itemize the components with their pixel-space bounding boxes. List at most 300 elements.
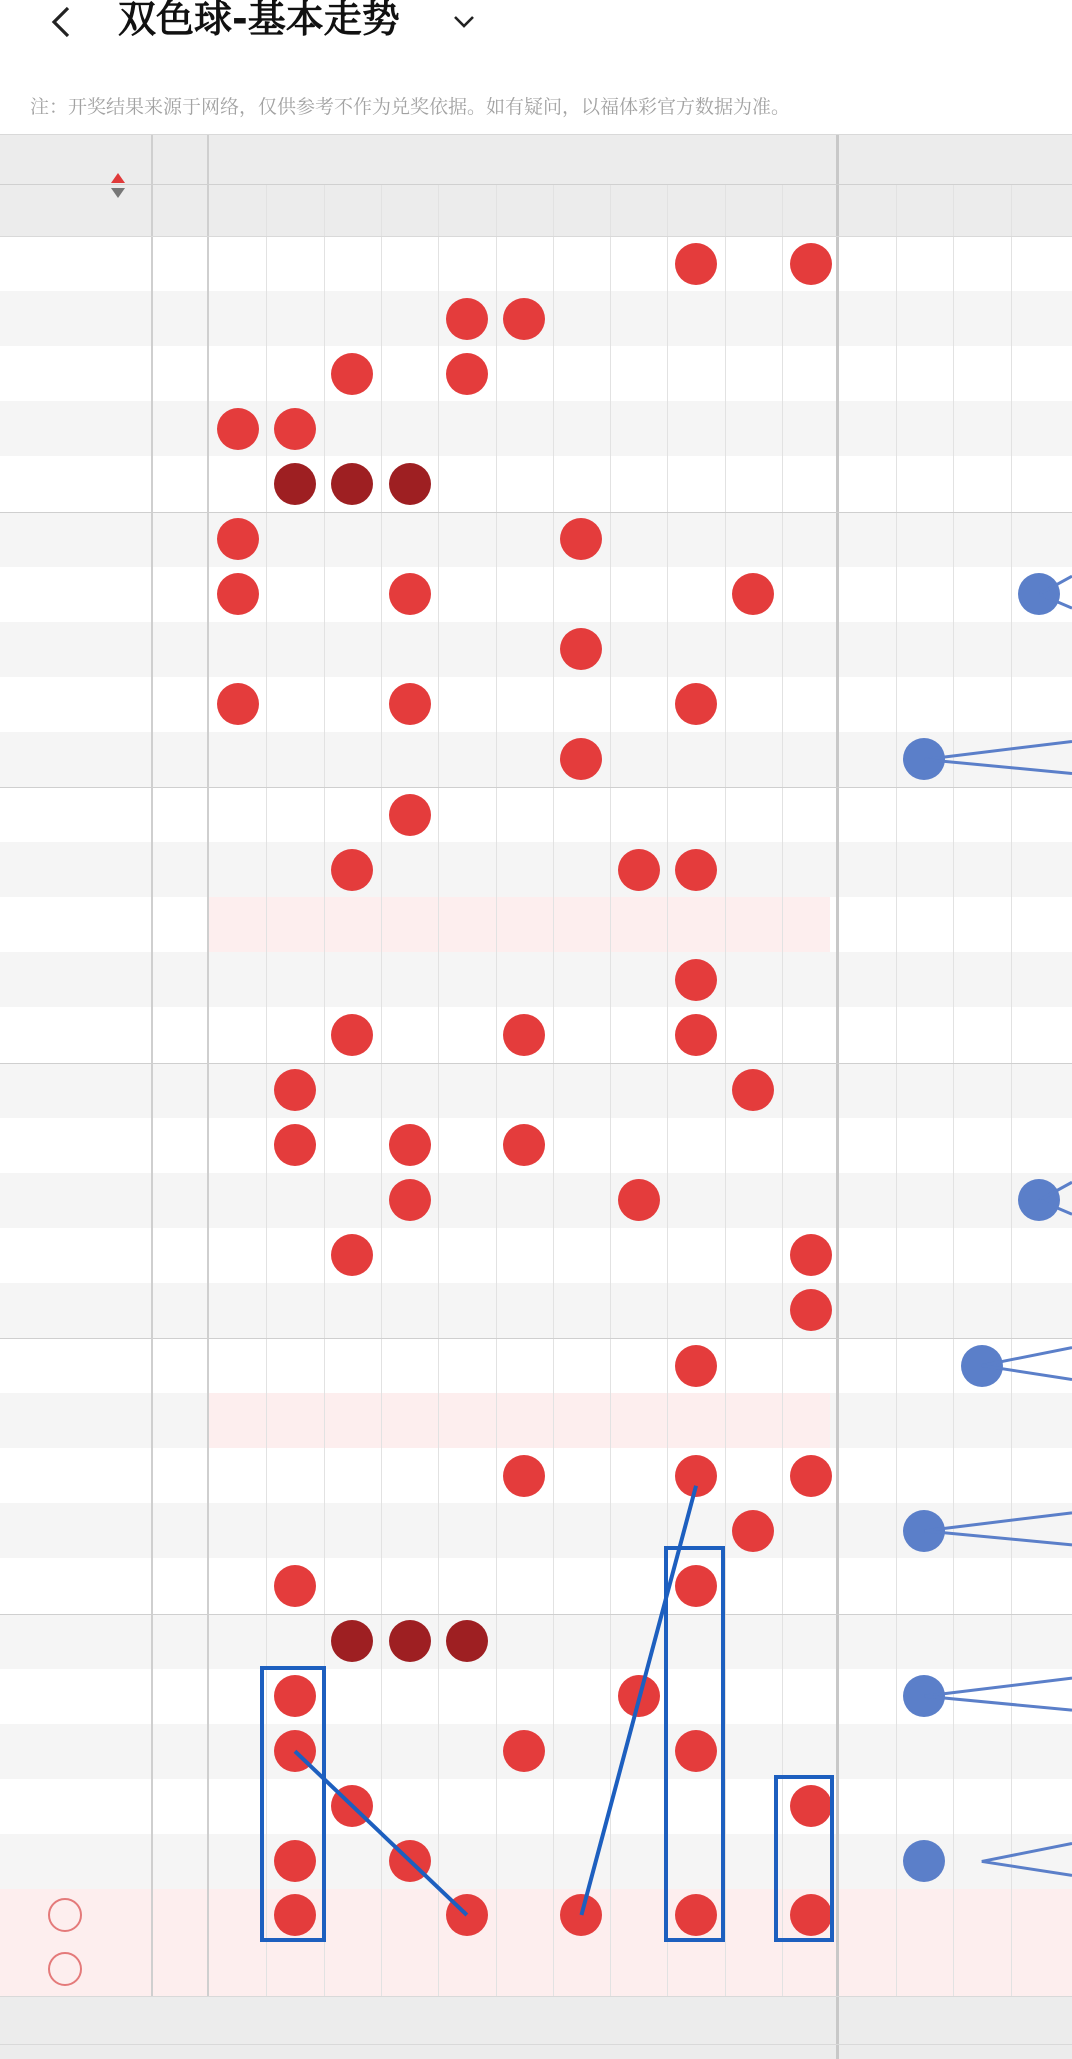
red-miss-count	[381, 842, 438, 897]
red-ball	[675, 243, 717, 285]
select-blue-number[interactable]	[1011, 1893, 1069, 1937]
select-blue-number[interactable]	[953, 1893, 1011, 1937]
red-miss-count	[782, 732, 839, 787]
blue-miss-count	[953, 677, 1011, 732]
issue-number	[18, 897, 128, 952]
red-ball	[217, 573, 259, 615]
blue-miss-count	[953, 1118, 1011, 1173]
red-miss-count	[610, 1007, 667, 1062]
red-miss-count	[725, 622, 782, 677]
red-miss-count	[553, 677, 610, 732]
weekday-number	[158, 1393, 198, 1448]
red-miss-count	[381, 236, 438, 291]
select-red-number[interactable]	[725, 1947, 782, 1991]
footer-week-label-2	[158, 2045, 198, 2059]
blue-miss-count	[1011, 677, 1069, 732]
blue-miss-count	[838, 346, 896, 401]
red-miss-count	[610, 1118, 667, 1173]
red-miss-count	[610, 1558, 667, 1613]
red-miss-count	[553, 236, 610, 291]
blue-miss-count	[838, 567, 896, 622]
red-miss-count	[209, 1724, 266, 1779]
red-ball	[331, 1014, 373, 1056]
red-miss-count	[324, 1283, 381, 1338]
select-red-number[interactable]	[381, 1893, 438, 1937]
blue-miss-count	[896, 1338, 954, 1393]
weekday-number	[158, 291, 198, 346]
red-column-header	[725, 187, 782, 231]
red-ball	[446, 298, 488, 340]
select-red-number[interactable]	[324, 1947, 381, 1991]
issue-number	[18, 1669, 128, 1724]
blue-miss-count	[896, 1228, 954, 1283]
blue-miss-count	[896, 291, 954, 346]
blue-miss-count	[1011, 456, 1069, 511]
red-miss-count	[725, 346, 782, 401]
red-miss-count	[266, 1173, 323, 1228]
red-ball	[675, 849, 717, 891]
red-miss-count	[324, 1118, 381, 1173]
blue-miss-count	[1011, 1118, 1069, 1173]
blue-miss-count	[896, 1448, 954, 1503]
blue-miss-count	[838, 236, 896, 291]
blue-miss-count	[1011, 1283, 1069, 1338]
red-column-header	[209, 187, 266, 231]
sort-icon[interactable]	[110, 171, 126, 201]
blue-miss-count	[1011, 622, 1069, 677]
blue-miss-count	[953, 732, 1011, 787]
red-ball	[274, 1069, 316, 1111]
red-miss-count	[610, 897, 667, 952]
back-arrow-icon[interactable]	[44, 2, 84, 42]
red-miss-count	[725, 787, 782, 842]
red-miss-count	[266, 1614, 323, 1669]
issue-number	[18, 1283, 128, 1338]
red-column-header	[438, 187, 495, 231]
issue-number	[18, 1393, 128, 1448]
red-miss-count	[266, 787, 323, 842]
blue-miss-count	[838, 1228, 896, 1283]
red-miss-count	[553, 1724, 610, 1779]
red-miss-count	[381, 401, 438, 456]
select-label	[88, 1947, 168, 1991]
red-column-header	[610, 187, 667, 231]
select-blue-number[interactable]	[896, 1893, 954, 1937]
red-miss-count	[209, 1063, 266, 1118]
blue-miss-count	[896, 787, 954, 842]
red-miss-count	[266, 1007, 323, 1062]
red-miss-count	[667, 1393, 724, 1448]
select-red-number[interactable]	[209, 1893, 266, 1937]
group-line	[0, 787, 1072, 788]
blue-miss-count	[953, 1173, 1011, 1228]
red-miss-count	[381, 952, 438, 1007]
red-miss-count	[266, 1283, 323, 1338]
red-miss-count	[610, 1338, 667, 1393]
red-ball	[217, 408, 259, 450]
red-miss-count	[209, 1614, 266, 1669]
red-miss-count	[209, 732, 266, 787]
issue-number	[18, 236, 128, 291]
selected-red-ball[interactable]	[790, 1894, 832, 1936]
blue-miss-count	[1011, 1448, 1069, 1503]
red-miss-count	[553, 1118, 610, 1173]
red-miss-count	[324, 1503, 381, 1558]
blue-miss-count	[896, 236, 954, 291]
red-ball	[790, 243, 832, 285]
blue-ball	[903, 1675, 945, 1717]
select-red-number[interactable]	[438, 1947, 495, 1991]
red-miss-count	[438, 677, 495, 732]
page-title: 双色球-基本走势	[118, 0, 400, 41]
blue-miss-count	[1011, 897, 1069, 952]
header-top-line	[0, 134, 1072, 135]
weekday-number	[158, 1283, 198, 1338]
select-blue-number[interactable]	[1011, 1947, 1069, 1991]
blue-miss-count	[953, 236, 1011, 291]
red-miss-count	[553, 1338, 610, 1393]
red-ball	[790, 1785, 832, 1827]
select-blue-number[interactable]	[838, 1893, 896, 1937]
red-miss-count	[324, 1834, 381, 1889]
red-ball	[675, 1345, 717, 1387]
red-miss-count	[324, 401, 381, 456]
red-miss-count	[782, 1503, 839, 1558]
red-miss-count	[667, 1779, 724, 1834]
red-miss-count	[381, 1063, 438, 1118]
red-col-line	[725, 184, 726, 1996]
red-miss-count	[553, 1007, 610, 1062]
blue-miss-count	[838, 1173, 896, 1228]
weekday-number	[158, 952, 198, 1007]
red-miss-count	[209, 1338, 266, 1393]
select-red-number[interactable]	[324, 1893, 381, 1937]
red-miss-count	[725, 1558, 782, 1613]
blue-miss-count	[838, 1779, 896, 1834]
red-miss-count	[553, 567, 610, 622]
red-miss-count	[209, 1503, 266, 1558]
blue-miss-count	[953, 842, 1011, 897]
red-miss-count	[610, 787, 667, 842]
blue-miss-count	[838, 1669, 896, 1724]
issue-number	[18, 1118, 128, 1173]
blue-miss-count	[838, 897, 896, 952]
issue-number	[18, 456, 128, 511]
blue-miss-count	[896, 456, 954, 511]
red-ball	[217, 518, 259, 560]
red-miss-count	[610, 291, 667, 346]
red-ball	[389, 1124, 431, 1166]
red-ball	[675, 959, 717, 1001]
blue-miss-count	[953, 456, 1011, 511]
select-blue-number[interactable]	[896, 1947, 954, 1991]
red-miss-count	[438, 1669, 495, 1724]
select-label	[88, 1893, 168, 1937]
red-miss-count	[725, 952, 782, 1007]
red-column-header	[782, 187, 839, 231]
red-miss-count	[209, 787, 266, 842]
red-miss-count	[496, 787, 553, 842]
red-miss-count	[496, 1283, 553, 1338]
red-miss-count	[725, 842, 782, 897]
select-blue-number[interactable]	[838, 1947, 896, 1991]
weekday-number	[158, 401, 198, 456]
red-miss-count	[782, 842, 839, 897]
red-miss-count	[782, 787, 839, 842]
red-miss-count	[381, 291, 438, 346]
red-ball	[503, 1455, 545, 1497]
footer-week-label-1	[158, 2000, 198, 2040]
selected-red-ball[interactable]	[446, 1894, 488, 1936]
blue-miss-count	[838, 677, 896, 732]
blue-miss-count	[953, 897, 1011, 952]
red-miss-count	[438, 1724, 495, 1779]
blue-miss-count	[953, 787, 1011, 842]
red-miss-count	[553, 1779, 610, 1834]
blue-miss-count	[953, 1228, 1011, 1283]
weekday-number	[158, 622, 198, 677]
select-red-number[interactable]	[209, 1947, 266, 1991]
red-miss-count	[610, 1448, 667, 1503]
red-miss-count	[381, 1724, 438, 1779]
chevron-down-icon[interactable]	[450, 8, 478, 36]
red-miss-count	[725, 1669, 782, 1724]
red-miss-count	[496, 1393, 553, 1448]
blue-miss-count	[953, 1393, 1011, 1448]
weekday-number	[158, 1669, 198, 1724]
red-miss-count	[553, 1393, 610, 1448]
select-red-number[interactable]	[610, 1893, 667, 1937]
red-miss-count	[610, 732, 667, 787]
red-ball	[503, 298, 545, 340]
red-miss-count	[438, 1283, 495, 1338]
red-miss-count	[667, 512, 724, 567]
select-red-number[interactable]	[266, 1947, 323, 1991]
red-miss-count	[438, 401, 495, 456]
blue-miss-count	[838, 1503, 896, 1558]
blue-miss-count	[1011, 787, 1069, 842]
red-miss-count	[496, 952, 553, 1007]
red-miss-count	[496, 567, 553, 622]
red-miss-count	[725, 1834, 782, 1889]
red-miss-count	[381, 1338, 438, 1393]
issue-number	[18, 1724, 128, 1779]
blue-miss-count	[838, 732, 896, 787]
red-miss-count	[725, 1007, 782, 1062]
blue-miss-count	[838, 1338, 896, 1393]
weekday-number	[158, 1503, 198, 1558]
red-miss-count	[438, 1834, 495, 1889]
red-miss-count	[438, 1118, 495, 1173]
weekday-number	[158, 567, 198, 622]
red-miss-count	[553, 1834, 610, 1889]
group-line	[0, 1338, 1072, 1339]
blue-miss-count	[1011, 1614, 1069, 1669]
red-miss-count	[209, 842, 266, 897]
red-miss-count	[324, 952, 381, 1007]
blue-column-header	[895, 187, 953, 231]
select-red-number[interactable]	[381, 1947, 438, 1991]
blue-miss-count	[838, 456, 896, 511]
weekday-number	[158, 1834, 198, 1889]
issue-number	[18, 1779, 128, 1834]
blue-miss-count	[1011, 1724, 1069, 1779]
blue-miss-count	[838, 1724, 896, 1779]
selected-red-ball[interactable]	[675, 1894, 717, 1936]
red-miss-count	[209, 1283, 266, 1338]
blue-miss-count	[953, 1503, 1011, 1558]
issue-number	[18, 401, 128, 456]
red-ball	[790, 1234, 832, 1276]
red-col-line	[496, 184, 497, 1996]
red-miss-count	[438, 1503, 495, 1558]
select-red-number[interactable]	[496, 1947, 553, 1991]
disclaimer-note: 注：开奖结果来源于网络，仅供参考不作为兑奖依据。如有疑问，以福体彩官方数据为准。	[30, 96, 791, 118]
red-miss-count	[610, 456, 667, 511]
red-miss-count	[725, 1779, 782, 1834]
select-red-number[interactable]	[553, 1947, 610, 1991]
red-miss-count	[782, 456, 839, 511]
red-miss-count	[266, 842, 323, 897]
select-red-number[interactable]	[610, 1947, 667, 1991]
blue-zone-divider	[836, 134, 839, 2059]
blue-miss-count	[896, 1063, 954, 1118]
red-miss-count	[496, 1558, 553, 1613]
blue-miss-count	[838, 1558, 896, 1613]
red-column-header	[667, 187, 724, 231]
red-miss-count	[266, 622, 323, 677]
weekday-number	[158, 1779, 198, 1834]
red-miss-count	[667, 1118, 724, 1173]
issue-number	[18, 1063, 128, 1118]
red-miss-count	[667, 1228, 724, 1283]
blue-miss-count	[953, 1724, 1011, 1779]
red-ball	[331, 463, 373, 505]
red-column-header	[324, 187, 381, 231]
issue-number	[18, 842, 128, 897]
red-ball	[675, 1730, 717, 1772]
blue-miss-count	[1011, 401, 1069, 456]
red-miss-count	[438, 1007, 495, 1062]
red-miss-count	[496, 1173, 553, 1228]
red-miss-count	[610, 952, 667, 1007]
red-miss-count	[381, 1669, 438, 1724]
red-miss-count	[725, 1228, 782, 1283]
weekday-number	[158, 1063, 198, 1118]
red-miss-count	[438, 1063, 495, 1118]
red-miss-count	[667, 1834, 724, 1889]
red-ball	[618, 1675, 660, 1717]
red-miss-count	[610, 1724, 667, 1779]
red-miss-count	[610, 1779, 667, 1834]
red-ball	[446, 1620, 488, 1662]
red-miss-count	[553, 1558, 610, 1613]
blue-miss-count	[896, 567, 954, 622]
red-miss-count	[381, 897, 438, 952]
red-miss-count	[553, 897, 610, 952]
blue-miss-count	[838, 1448, 896, 1503]
red-miss-count	[266, 1393, 323, 1448]
red-miss-count	[496, 512, 553, 567]
red-miss-count	[381, 622, 438, 677]
red-miss-count	[553, 401, 610, 456]
red-miss-count	[324, 622, 381, 677]
blue-miss-count	[838, 1614, 896, 1669]
red-miss-count	[496, 1779, 553, 1834]
red-miss-count	[496, 236, 553, 291]
red-miss-count	[725, 732, 782, 787]
select-red-number[interactable]	[725, 1893, 782, 1937]
blue-miss-count	[896, 1779, 954, 1834]
blue-miss-count	[1011, 1669, 1069, 1724]
red-miss-count	[209, 1669, 266, 1724]
red-miss-count	[381, 1558, 438, 1613]
group-line	[0, 1063, 1072, 1064]
select-radio[interactable]	[48, 1898, 82, 1932]
red-miss-count	[266, 291, 323, 346]
red-miss-count	[496, 456, 553, 511]
blue-miss-count	[896, 1724, 954, 1779]
red-miss-count	[610, 1834, 667, 1889]
issue-number	[18, 346, 128, 401]
red-ball	[503, 1124, 545, 1166]
weekday-number	[158, 897, 198, 952]
select-blue-number[interactable]	[953, 1947, 1011, 1991]
issue-number	[18, 1173, 128, 1228]
red-column-header	[496, 187, 553, 231]
weekday-number	[158, 1007, 198, 1062]
red-miss-count	[496, 1614, 553, 1669]
blue-ball	[1018, 573, 1060, 615]
issue-number	[18, 732, 128, 787]
blue-miss-count	[953, 401, 1011, 456]
select-red-number[interactable]	[782, 1947, 839, 1991]
selected-red-ball[interactable]	[274, 1894, 316, 1936]
red-miss-count	[610, 622, 667, 677]
blue-miss-count	[896, 1614, 954, 1669]
red-miss-count	[782, 897, 839, 952]
red-miss-count	[725, 236, 782, 291]
red-ball	[790, 1455, 832, 1497]
red-column-header	[266, 187, 323, 231]
red-miss-count	[438, 1228, 495, 1283]
red-miss-count	[324, 291, 381, 346]
select-red-number[interactable]	[496, 1893, 553, 1937]
red-ball	[331, 849, 373, 891]
blue-miss-count	[838, 401, 896, 456]
red-ball	[274, 463, 316, 505]
blue-miss-count	[953, 622, 1011, 677]
blue-miss-count	[1011, 1503, 1069, 1558]
blue-miss-count	[953, 1007, 1011, 1062]
blue-miss-count	[953, 1558, 1011, 1613]
issue-number	[18, 1007, 128, 1062]
blue-miss-count	[1011, 1558, 1069, 1613]
zone-header-label	[460, 140, 580, 180]
red-miss-count	[667, 401, 724, 456]
red-miss-count	[725, 512, 782, 567]
blue-miss-count	[1011, 1779, 1069, 1834]
blue-miss-count	[953, 1063, 1011, 1118]
red-miss-count	[553, 1063, 610, 1118]
blue-ball	[903, 1510, 945, 1552]
red-miss-count	[667, 456, 724, 511]
issue-number	[18, 1338, 128, 1393]
select-radio[interactable]	[48, 1952, 82, 1986]
blue-miss-count	[953, 567, 1011, 622]
select-red-number[interactable]	[667, 1947, 724, 1991]
red-miss-count	[667, 291, 724, 346]
